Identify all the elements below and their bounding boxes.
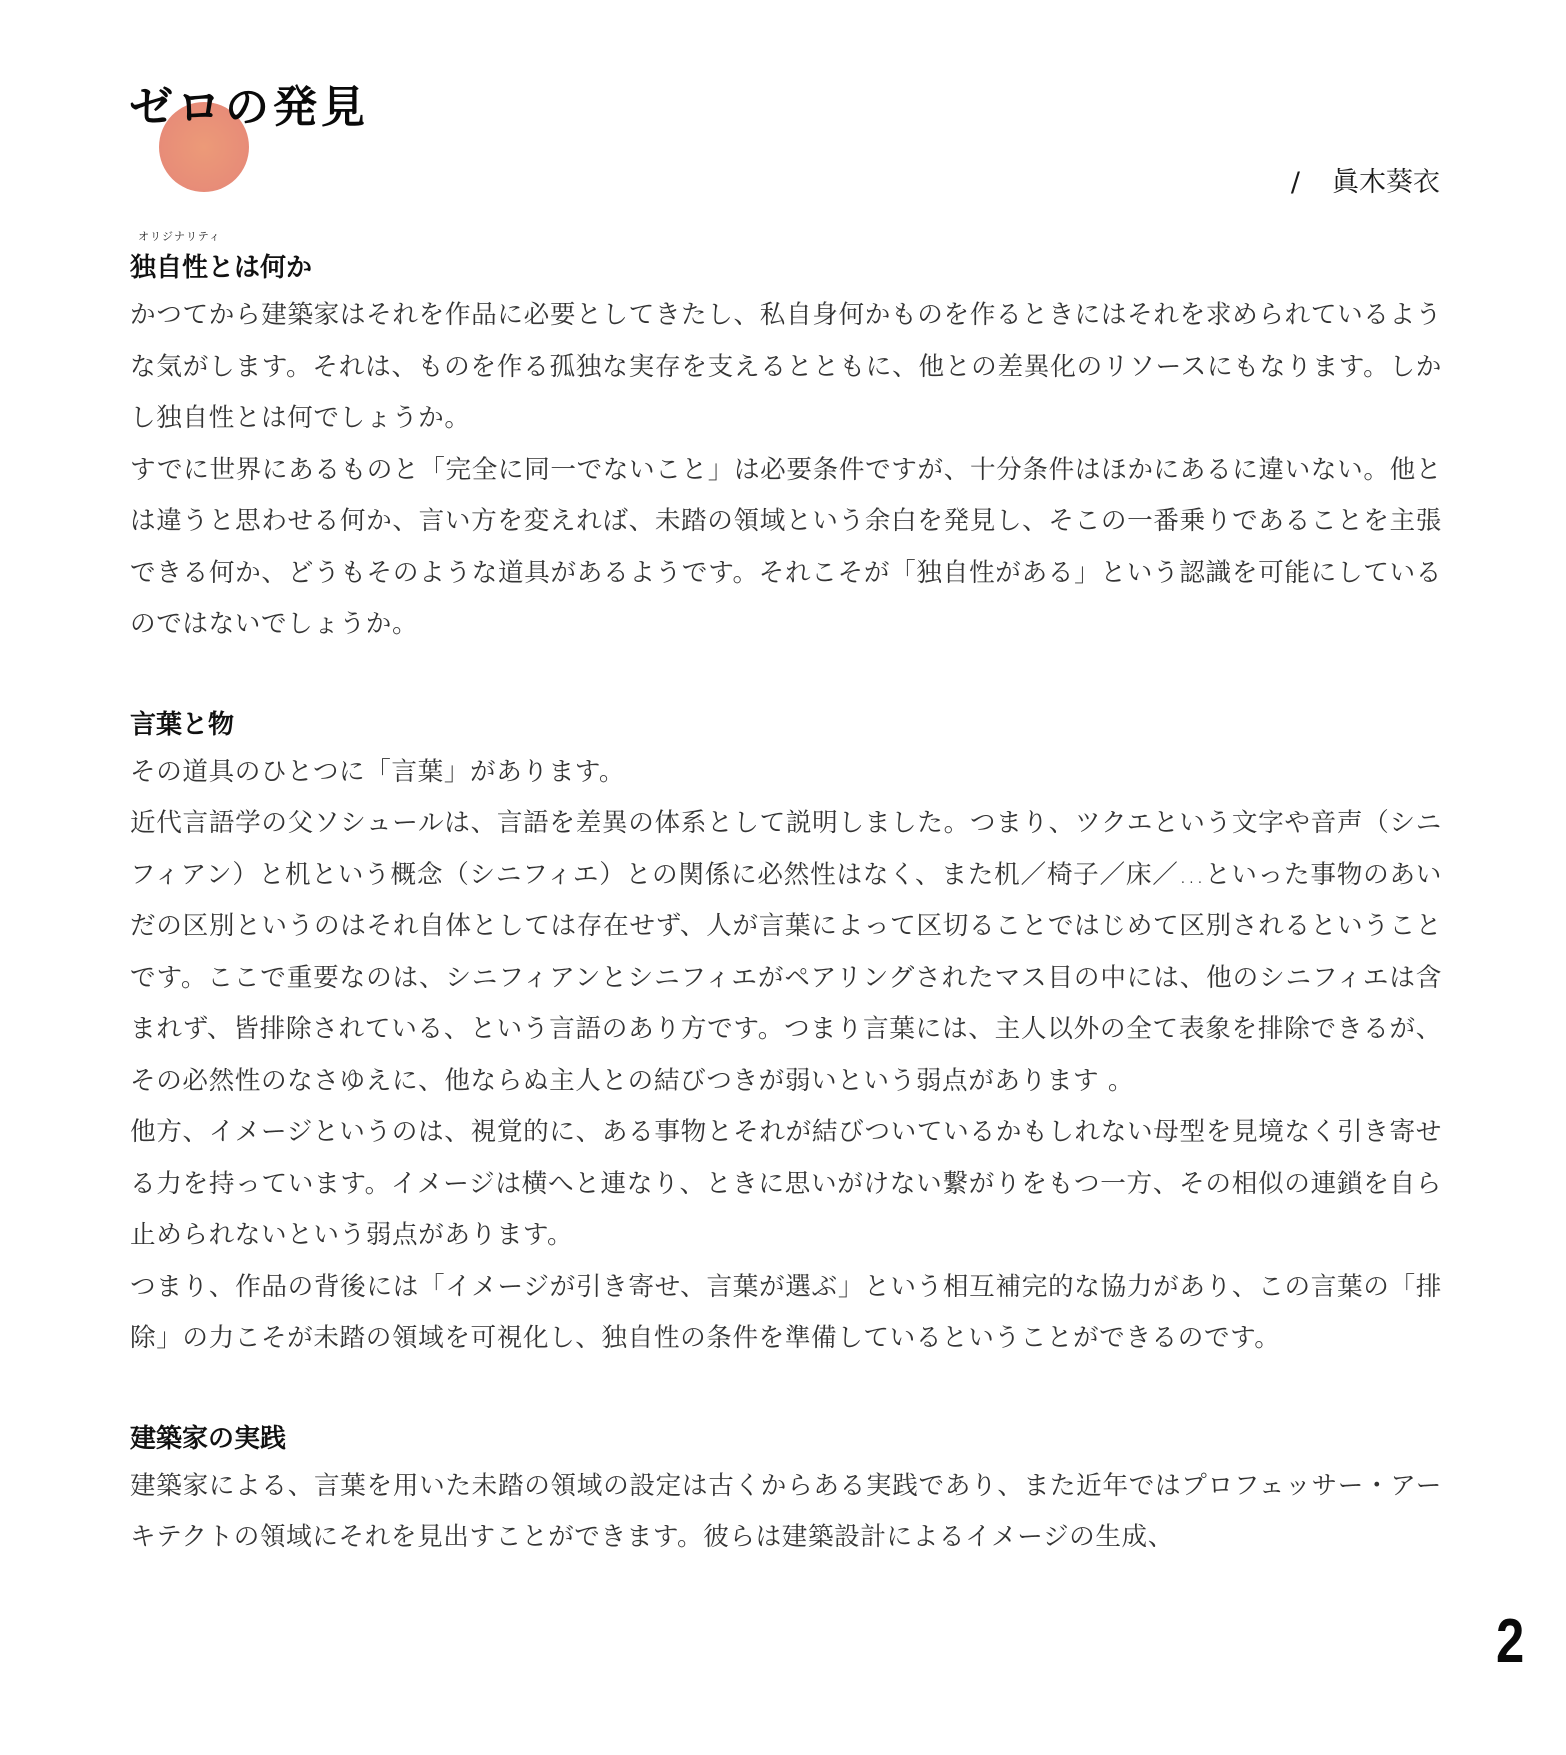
paragraph: 他方、イメージというのは、視覚的に、ある事物とそれが結びついているかもしれない母型を見境なく引き寄せる力を持っています。イメージは横へと連なり、ときに思いがけない繋がりをもつ一方、その相似の連鎖を自ら止められないという弱点があります。 xyxy=(130,1117,1442,1250)
page-title: ゼロの発見 xyxy=(129,82,369,133)
paragraph: かつてから建築家はそれを作品に必要としてきたし、私自身何かものを作るときにはそれを求められているような気がします。それは、ものを作る孤独な実存を支えるとともに、他との差異化のリソースにもなります。しかし独自性とは何でしょうか。 xyxy=(130,300,1442,433)
paragraph: 建築家による、言葉を用いた未踏の領域の設定は古くからある実践であり、また近年ではプロフェッサー・アーキテクトの領域にそれを見出すことができます。彼らは建築設計によるイメージの生成、 xyxy=(130,1470,1442,1552)
section-words-and-things xyxy=(130,703,1442,1365)
ruby-annotation: オリジナリティ xyxy=(138,230,221,243)
section-heading: 言葉と物 xyxy=(130,709,235,740)
section-spacer xyxy=(130,1365,1442,1417)
section-heading: 独自性とは何か xyxy=(130,253,313,283)
section-spacer xyxy=(130,651,1442,703)
author-line xyxy=(1291,160,1440,199)
paragraph: その道具のひとつに「言葉」があります。 xyxy=(130,756,626,787)
article-body xyxy=(130,228,1442,1564)
paragraph: すでに世界にあるものと「完全に同一でないこと」は必要条件ですが、十分条件はほかにあるに違いない。他とは違うと思わせる何か、言い方を変えれば、未踏の領域という余白を発見し、そこの一番乗りであることを主張できる何か、どうもそのような道具があるようです。それこそが「独自性がある」という認識を可能にしているのではないでしょうか。 xyxy=(130,454,1442,639)
paragraph: つまり、作品の背後には「イメージが引き寄せ、言葉が選ぶ」という相互補完的な協力があり、この言葉の「排除」の力こそが未踏の領域を可視化し、独自性の条件を準備しているということができるのです。 xyxy=(130,1271,1442,1353)
paragraph: 近代言語学の父ソシュールは、言語を差異の体系として説明しました。つまり、ツクエという文字や音声（シニフィアン）と机という概念（シニフィエ）との関係に必然性はなく、また机／椅子／床／…といった事物のあいだの区別というのはそれ自体としては存在せず、人が言葉によって区切ることではじめて区別されるということです。ここで重要なのは、シニフィアンとシニフィエがペアリングされたマス目の中には、他のシニフィエは含まれず、皆排除されている、という言語のあり方です。つまり言葉には、主人以外の全て表象を排除できるが、その必然性のなさゆえに、他ならぬ主人との結びつきが弱いという弱点があります 。 xyxy=(130,808,1442,1096)
page-number: 2 xyxy=(1496,1607,1525,1676)
author-separator: / xyxy=(1290,167,1300,198)
author-name: 眞木葵衣 xyxy=(1332,167,1440,198)
section-heading: 建築家の実践 xyxy=(130,1423,287,1454)
section-architect-practice xyxy=(130,1417,1442,1564)
section-originality xyxy=(130,228,1442,651)
